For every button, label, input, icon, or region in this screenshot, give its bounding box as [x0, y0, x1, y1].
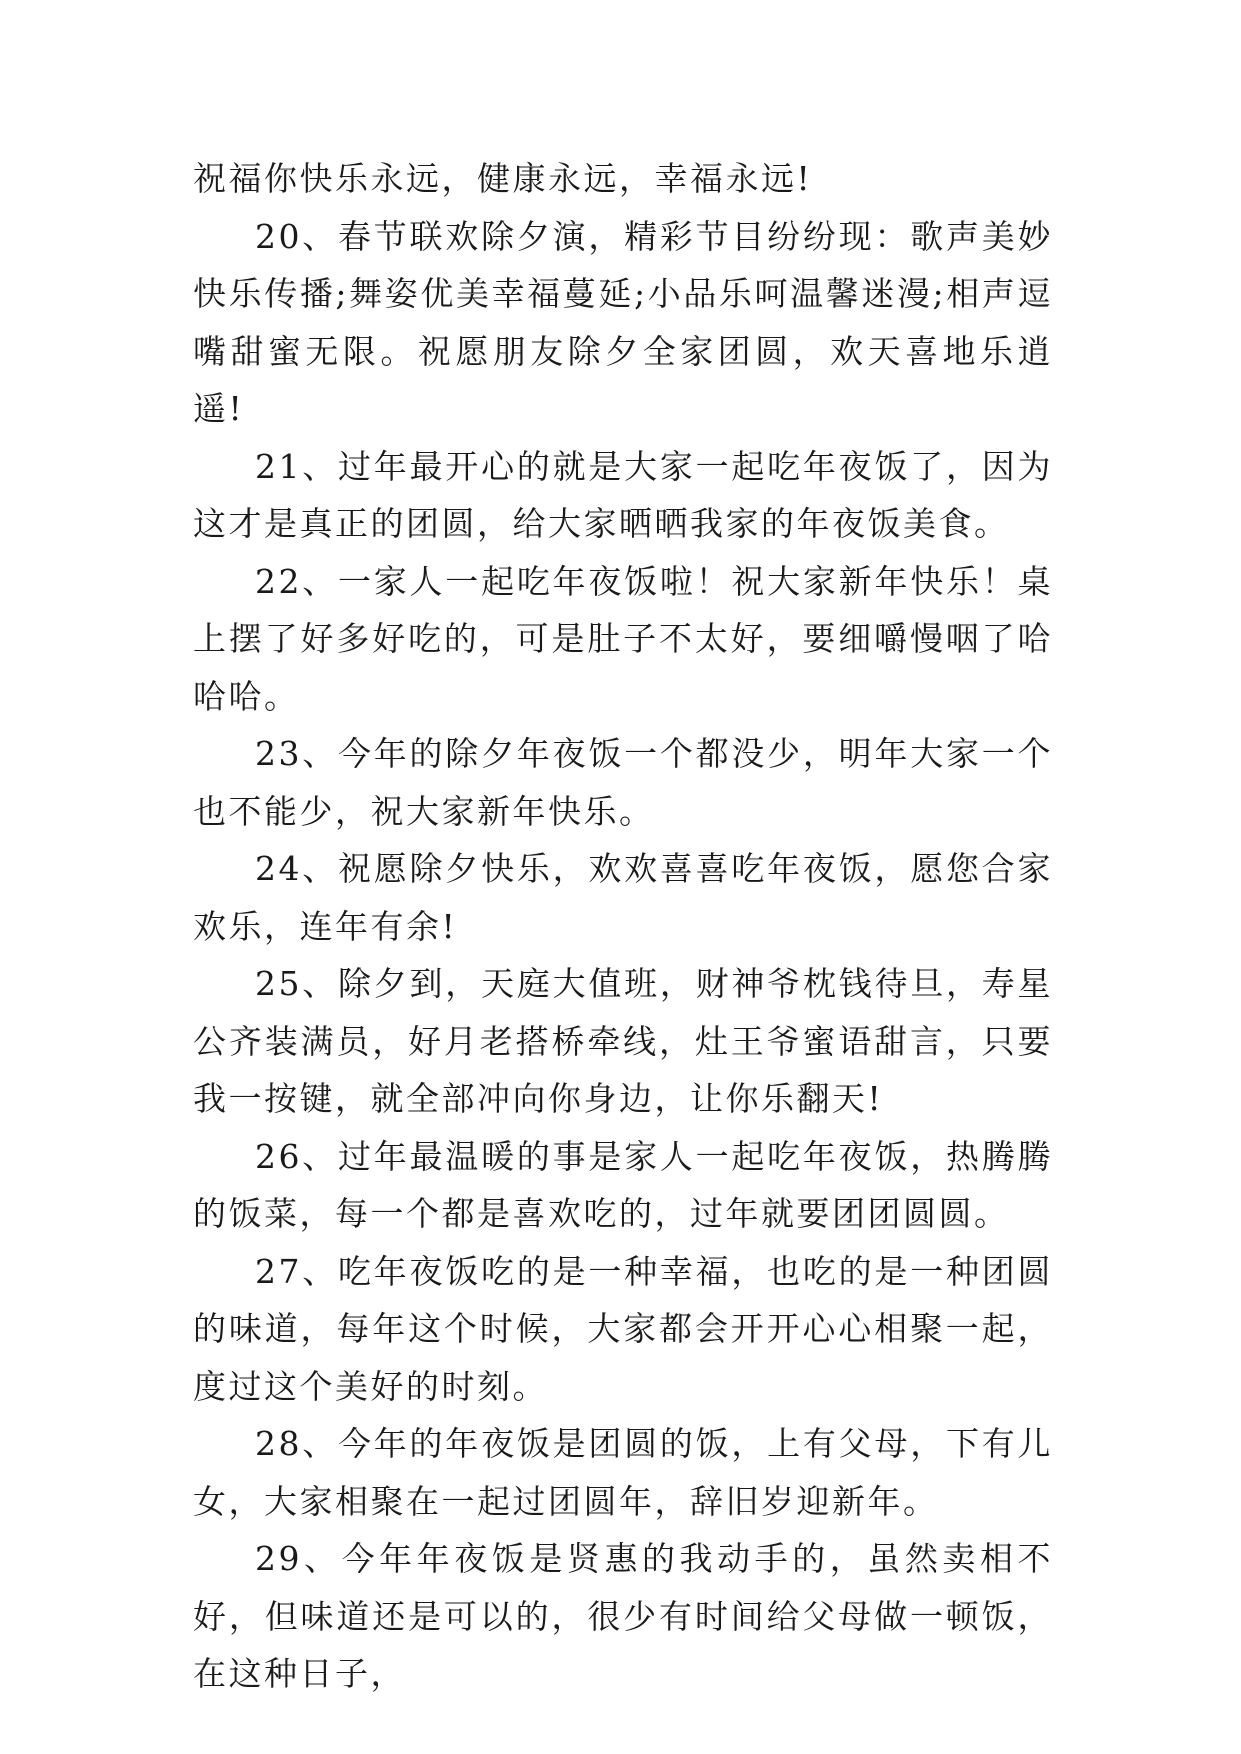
paragraph-continuation: 祝福你快乐永远，健康永远，幸福永远!: [193, 159, 813, 198]
paragraph-27: 27、吃年夜饭吃的是一种幸福，也吃的是一种团圆的味道，每年这个时候，大家都会开开心心相聚一起，度过这个美好的时刻。: [193, 1251, 1053, 1406]
paragraph-28: 28、今年的年夜饭是团圆的饭，上有父母，下有儿女，大家相聚在一起过团圆年，辞旧岁迎新年。: [193, 1424, 1053, 1521]
paragraph-21: 21、过年最开心的就是大家一起吃年夜饭了，因为这才是真正的团圆，给大家晒晒我家的年夜饭美食。: [193, 446, 1053, 543]
paragraph-24: 24、祝愿除夕快乐，欢欢喜喜吃年夜饭，愿您合家欢乐，连年有余!: [193, 849, 1053, 946]
paragraph-23: 23、今年的除夕年夜饭一个都没少，明年大家一个也不能少，祝大家新年快乐。: [193, 734, 1053, 831]
paragraph-25: 25、除夕到，天庭大值班，财神爷枕钱待旦，寿星公齐装满员，好月老搭桥牵线，灶王爷蜜语甜言，只要我一按键，就全部冲向你身边，让你乐翻天!: [193, 964, 1053, 1118]
paragraph-26: 26、过年最温暖的事是家人一起吃年夜饭，热腾腾的饭菜，每一个都是喜欢吃的，过年就要团团圆圆。: [193, 1136, 1053, 1233]
paragraph-29: 29、今年年夜饭是贤惠的我动手的，虽然卖相不好，但味道还是可以的，很少有时间给父母做一顿饭，在这种日子，: [193, 1539, 1053, 1693]
document-body: [193, 150, 1053, 1703]
paragraph-22: 22、一家人一起吃年夜饭啦！祝大家新年快乐！桌上摆了好多好吃的，可是肚子不太好，要细嚼慢咽了哈哈哈。: [193, 561, 1053, 716]
paragraph-20: 20、春节联欢除夕演，精彩节目纷纷现：歌声美妙快乐传播;舞姿优美幸福蔓延;小品乐呵温馨迷漫;相声逗嘴甜蜜无限。祝愿朋友除夕全家团圆，欢天喜地乐逍遥!: [193, 216, 1053, 428]
